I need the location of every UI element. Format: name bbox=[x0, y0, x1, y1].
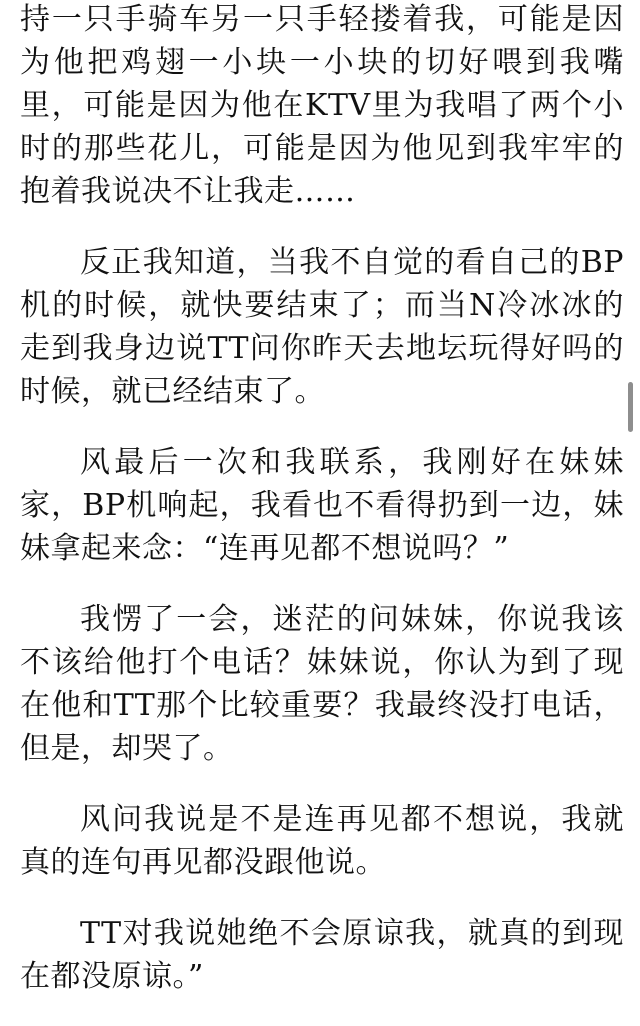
paragraph-5: 风问我说是不是连再见都不想说，我就真的连句再见都没跟他说。 bbox=[20, 802, 624, 880]
paragraph-1: 持一只手骑车另一只手轻搂着我，可能是因为他把鸡翅一小块一小块的切好喂到我嘴里，可能是因为他在KTV里为我唱了两个小时的那些花儿，可能是因为他见到我牢牢的抱着我说决不让我走…… bbox=[20, 2, 624, 209]
paragraph-4: 我愣了一会，迷茫的问妹妹，你说我该不该给他打个电话？妹妹说，你认为到了现在他和TT那个比较重要？我最终没打电话，但是，却哭了。 bbox=[20, 602, 624, 766]
paragraph-6: TT对我说她绝不会原谅我，就真的到现在都没原谅。” bbox=[20, 916, 624, 994]
paragraph-3: 风最后一次和我联系，我刚好在妹妹家，BP机响起，我看也不看得扔到一边，妹妹拿起来念：“连再见都不想说吗？” bbox=[20, 445, 624, 566]
article-body bbox=[20, 0, 624, 1026]
paragraph-2: 反正我知道，当我不自觉的看自己的BP机的时候，就快要结束了；而当N冷冰冰的走到我身边说TT问你昨天去地坛玩得好吗的时候，就已经结束了。 bbox=[20, 245, 624, 409]
scrollbar-thumb[interactable] bbox=[628, 382, 633, 432]
